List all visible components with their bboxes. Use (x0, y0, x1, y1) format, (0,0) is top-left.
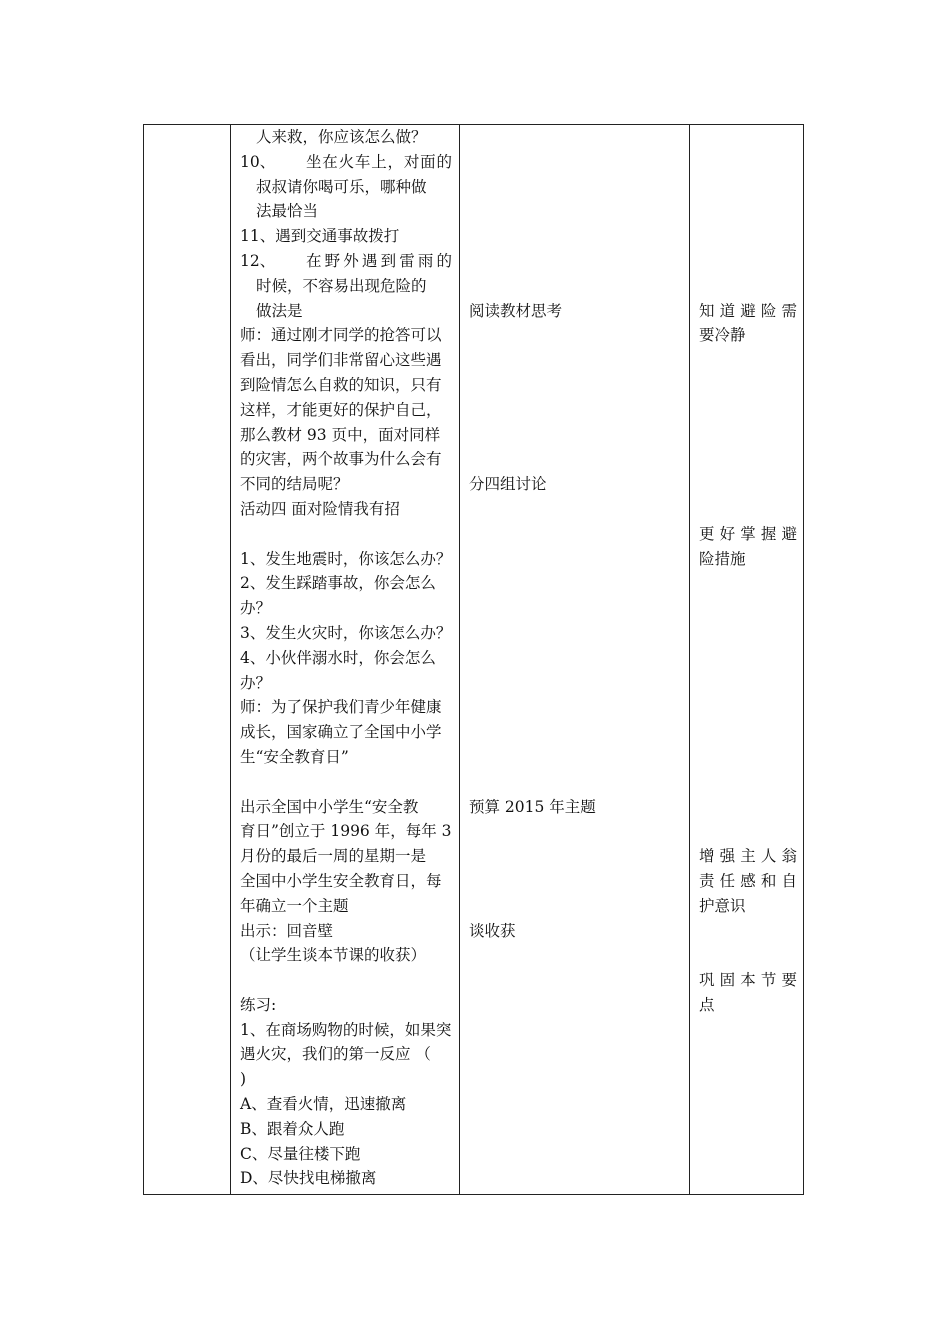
content-line: 办？ (240, 599, 272, 618)
content-line: ) (240, 1070, 247, 1089)
content-line: 看出，同学们非常留心这些遇 (240, 351, 442, 370)
content-line: 出示：回音壁 (240, 921, 334, 940)
student-activity: 预算 2015 年主题 (469, 797, 596, 816)
column-divider (459, 125, 460, 1194)
student-activity: 分四组讨论 (469, 475, 547, 494)
intent-line: 点 (699, 995, 715, 1014)
content-line: 11、遇到交通事故拨打 (240, 227, 400, 246)
question-10: 10、 坐在火车上，对面的 (240, 152, 452, 171)
content-line: 月份的最后一周的星期一是 (240, 847, 427, 866)
content-line: 那么教材 93 页中，面对同样 (240, 425, 441, 444)
content-line: 年确立一个主题 (240, 896, 349, 915)
blank-line (240, 770, 452, 795)
content-line: 3、发生火灾时，你该怎么办？ (240, 623, 452, 642)
content-line: 师：通过刚才同学的抢答可以 (240, 326, 442, 345)
content-line: 办？ (240, 673, 272, 692)
option-d: D、尽快找电梯撤离 (240, 1169, 377, 1188)
lesson-plan-table (143, 124, 804, 1195)
content-line: （让学生谈本节课的收获） (240, 946, 427, 965)
question-12: 12、 在野外遇到雷雨的 (240, 251, 452, 270)
intent-line: 知道避险需 (699, 301, 797, 320)
student-activity-cell (469, 125, 681, 943)
content-line: 不同的结局呢？ (240, 475, 349, 494)
content-line: 遇火灾，我们的第一反应 （ (240, 1045, 431, 1064)
intent-line: 巩固本节要 (699, 971, 797, 990)
content-line: 做法是 (256, 301, 303, 320)
content-line: 法最恰当 (256, 202, 319, 221)
content-line: 1、在商场购物的时候，如果突 (240, 1020, 452, 1039)
column-divider (689, 125, 690, 1194)
activity-heading: 活动四 面对险情我有招 (240, 499, 400, 518)
teaching-content-cell (240, 125, 452, 1191)
content-line: 2、发生踩踏事故，你会怎么 (240, 574, 436, 593)
student-activity: 谈收获 (469, 921, 516, 940)
intent-line: 护意识 (699, 896, 746, 915)
content-line: 全国中小学生安全教育日，每 (240, 871, 442, 890)
option-a: A、查看火情，迅速撤离 (240, 1095, 407, 1114)
student-activity: 阅读教材思考 (469, 301, 563, 320)
content-line: 1、发生地震时，你该怎么办？ (240, 549, 452, 568)
content-line: 育日”创立于 1996 年，每年 3 (240, 822, 452, 841)
content-line: 师：为了保护我们青少年健康 (240, 698, 442, 717)
blank-line (240, 968, 452, 993)
content-line: 生“安全教育日” (240, 747, 349, 766)
content-line: 时候，不容易出现危险的 (256, 276, 427, 295)
intent-line: 增强主人翁 (699, 847, 797, 866)
content-line: 到险情怎么自救的知识，只有 (240, 375, 442, 394)
blank-line (240, 522, 452, 547)
option-c: C、尽量往楼下跑 (240, 1144, 361, 1163)
intent-line: 要冷静 (699, 326, 746, 345)
intent-line: 险措施 (699, 549, 746, 568)
content-line: 人来救，你应该怎么做？ (256, 128, 427, 146)
option-b: B、跟着众人跑 (240, 1119, 345, 1138)
content-line: 叔叔请你喝可乐，哪种做 (256, 177, 427, 196)
content-line: 成长，国家确立了全国中小学 (240, 723, 442, 742)
content-line: 4、小伙伴溺水时，你会怎么 (240, 648, 436, 667)
intent-line: 责任感和自 (699, 871, 797, 890)
design-intent-cell (699, 125, 797, 1018)
content-line: 这样，才能更好的保护自己， (240, 400, 442, 419)
intent-line: 更好掌握避 (699, 524, 797, 543)
exercise-heading: 练习: (240, 995, 277, 1014)
content-line: 出示全国中小学生“安全教 (240, 797, 419, 816)
content-line: 的灾害，两个故事为什么会有 (240, 450, 442, 469)
column-divider (230, 125, 231, 1194)
